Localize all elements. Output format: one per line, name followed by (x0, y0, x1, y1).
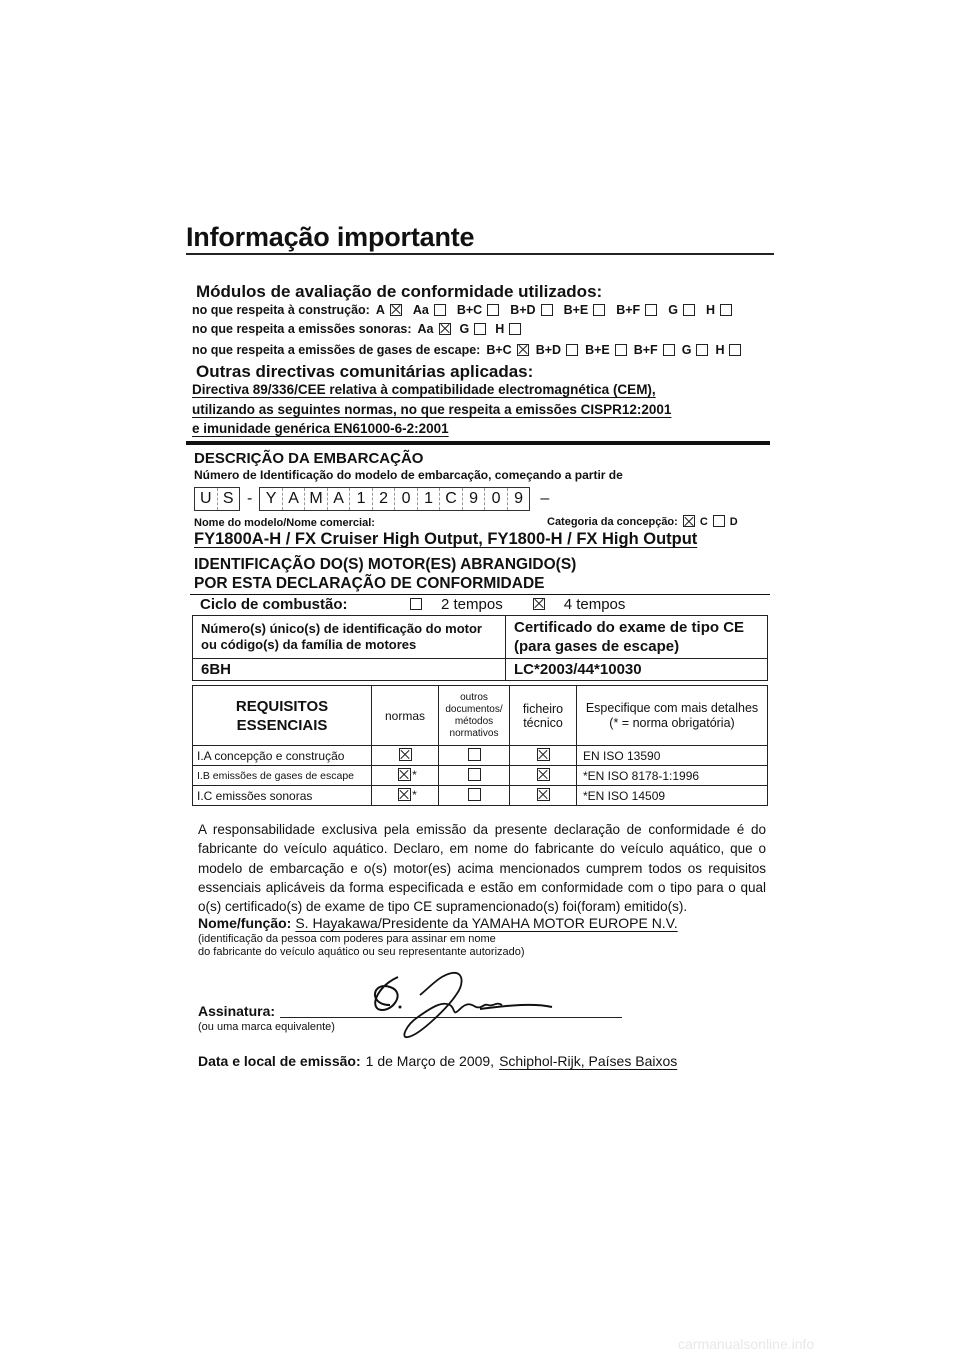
place-value: Schiphol-Rijk, Países Baixos (499, 1053, 678, 1069)
exhaust-checkbox[interactable] (517, 344, 529, 356)
mandatory-star: * (412, 767, 417, 782)
exhaust-option-label: G (681, 343, 692, 357)
requirement-label: I.B emissões de gases de escape (193, 766, 372, 786)
signature-label: Assinatura: (198, 1003, 276, 1019)
construction-options (370, 303, 737, 318)
req-header-other: outros documentos/ métodos normativos (439, 686, 510, 746)
code-char: 0 (485, 488, 508, 510)
norms-cell (372, 786, 439, 806)
exhaust-row (192, 343, 746, 358)
other-docs-cell (439, 786, 510, 806)
section-divider (186, 441, 770, 445)
name-note-2: do fabricante do veículo aquático ou seu representante autorizado) (198, 946, 525, 958)
construction-option-label: B+F (616, 303, 641, 317)
noise-option-label: Aa (417, 322, 434, 336)
engine-id-value: 6BH (193, 659, 506, 681)
cycle-checkbox[interactable] (410, 598, 422, 610)
exhaust-checkbox[interactable] (615, 344, 627, 356)
req-header-file: ficheiro técnico (510, 686, 577, 746)
exhaust-option-label: B+F (633, 343, 658, 357)
noise-checkbox[interactable] (509, 323, 521, 335)
directive-line-3: e imunidade genérica EN61000-6-2:2001 (192, 421, 449, 436)
requirements-table (192, 685, 768, 806)
engine-col-cert-header: Certificado do exame de tipo CE (para gases de escape) (506, 616, 768, 659)
construction-option-label: Aa (412, 303, 429, 317)
requirement-row (193, 766, 768, 786)
exhaust-option-label: B+C (486, 343, 512, 357)
model-name-label: Nome do modelo/Nome comercial: (194, 517, 375, 529)
norms-cell (372, 746, 439, 766)
exhaust-checkbox[interactable] (663, 344, 675, 356)
requirement-row (193, 786, 768, 806)
category-checkbox[interactable] (713, 515, 725, 527)
category-option-label: D (729, 515, 738, 528)
noise-row (192, 322, 526, 337)
construction-option-label: G (668, 303, 678, 317)
construction-checkbox[interactable] (434, 304, 446, 316)
requirement-spec: EN ISO 13590 (577, 746, 768, 766)
category-label: Categoria da concepção: (547, 516, 678, 528)
technical-file-cell (510, 746, 577, 766)
engine-col-id-header: Número(s) único(s) de identificação do motor ou código(s) da família de motores (193, 616, 506, 659)
cycle-options (410, 596, 625, 613)
modules-heading: Módulos de avaliação de conformidade utilizados: (196, 282, 603, 301)
construction-option-label: H (705, 303, 715, 317)
construction-option-label: B+C (456, 303, 483, 317)
mandatory-star: * (412, 787, 417, 802)
declaration-text: A responsabilidade exclusiva pela emissão da presente declaração de conformidade é do fabricante do veículo aquático. Declaro, em nome do fabricante do veículo aquático, que o modelo de embarcação e o(s) motor(es) acima mencionados cumprem todos os requisitos essenciais aplicáveis da forma especificada e estão em conformidade com o tipo para o qual o(s) certificado(s) de exame de tipo CE supramencionado(s) foi(foram) emitido(s). (198, 822, 766, 915)
code-prefix-box (194, 487, 240, 511)
norms-checkbox[interactable] (398, 768, 411, 781)
construction-label: no que respeita à construção: (192, 303, 370, 318)
requirement-label: I.C emissões sonoras (193, 786, 372, 806)
code-char: 2 (373, 488, 396, 510)
name-role-label: Nome/função: (198, 915, 292, 931)
craft-id-code (194, 487, 549, 511)
other-docs-checkbox[interactable] (468, 748, 481, 761)
exhaust-option-label: B+D (535, 343, 562, 357)
code-end-dash: – (540, 490, 550, 507)
code-body-box (259, 487, 530, 511)
code-char: S (222, 490, 234, 507)
technical-file-checkbox[interactable] (537, 768, 550, 781)
code-char: 1 (350, 488, 373, 510)
engine-table (192, 615, 768, 681)
code-char: 9 (514, 490, 524, 507)
category-option-label: C (699, 515, 708, 528)
code-char: U (195, 488, 218, 510)
cycle-option-label: 2 tempos (441, 596, 503, 613)
engine-rule (190, 594, 770, 595)
engine-cert-value: LC*2003/44*10030 (506, 659, 768, 681)
exhaust-option-label: H (715, 343, 725, 357)
construction-option-label: B+D (510, 303, 536, 317)
requirements-rows (193, 746, 768, 806)
engine-heading-1: IDENTIFICAÇÃO DO(S) MOTOR(ES) ABRANGIDO(S) (194, 556, 577, 573)
exhaust-checkbox[interactable] (566, 344, 578, 356)
exhaust-checkbox[interactable] (729, 344, 741, 356)
signature-image (360, 965, 560, 1040)
construction-option-label: A (375, 303, 385, 317)
craft-id-label: Número de Identificação do modelo de embarcação, começando a partir de (194, 468, 623, 482)
code-char: Y (260, 488, 283, 510)
code-char: 0 (395, 488, 418, 510)
construction-checkbox[interactable] (645, 304, 657, 316)
code-char: 9 (463, 488, 486, 510)
construction-option-label: B+E (563, 303, 589, 317)
name-role-row (198, 915, 678, 931)
name-note-1: (identificação da pessoa com poderes para assinar em nome (198, 933, 496, 945)
requirement-spec: *EN ISO 8178-1:1996 (577, 766, 768, 786)
watermark: carmanualsonline.info (678, 1336, 815, 1352)
date-place-row (198, 1053, 677, 1069)
date-value: 1 de Março de 2009, (365, 1053, 495, 1069)
technical-file-cell (510, 766, 577, 786)
category-options (678, 515, 738, 529)
model-name-value: FY1800A-H / FX Cruiser High Output, FY1800-H / FX High Output (194, 530, 698, 548)
other-docs-cell (439, 746, 510, 766)
other-docs-checkbox[interactable] (468, 768, 481, 781)
code-char: 1 (418, 488, 441, 510)
date-place-label: Data e local de emissão: (198, 1053, 361, 1069)
exhaust-options (480, 343, 746, 358)
other-directives-heading: Outras directivas comunitárias aplicadas: (196, 362, 534, 381)
code-char: A (283, 488, 306, 510)
construction-checkbox[interactable] (390, 304, 402, 316)
noise-option-label: G (459, 322, 470, 336)
name-role-value: S. Hayakawa/Presidente da YAMAHA MOTOR EUROPE N.V. (295, 915, 678, 931)
exhaust-checkbox[interactable] (696, 344, 708, 356)
req-header-spec: Especifique com mais detalhes (* = norma obrigatória) (577, 686, 768, 746)
construction-checkbox[interactable] (541, 304, 553, 316)
construction-checkbox[interactable] (487, 304, 499, 316)
noise-option-label: H (495, 322, 505, 336)
req-header-essential: REQUISITOS ESSENCIAIS (193, 686, 372, 746)
code-separator: - (247, 490, 253, 507)
requirement-row (193, 746, 768, 766)
exhaust-label: no que respeita a emissões de gases de escape: (192, 343, 481, 358)
construction-checkbox[interactable] (720, 304, 732, 316)
req-header-norms: normas (372, 686, 439, 746)
noise-checkbox[interactable] (439, 323, 451, 335)
noise-options (412, 322, 527, 337)
other-docs-cell (439, 766, 510, 786)
category-row (547, 515, 738, 529)
noise-label: no que respeita a emissões sonoras: (192, 322, 412, 337)
technical-file-checkbox[interactable] (537, 748, 550, 761)
construction-row (192, 303, 737, 318)
category-checkbox[interactable] (683, 515, 695, 527)
cycle-label: Ciclo de combustão: (200, 596, 348, 613)
norms-cell (372, 766, 439, 786)
technical-file-cell (510, 786, 577, 806)
code-char: M (305, 488, 328, 510)
construction-checkbox[interactable] (683, 304, 695, 316)
engine-heading-2: POR ESTA DECLARAÇÃO DE CONFORMIDADE (194, 575, 545, 592)
norms-checkbox[interactable] (398, 788, 411, 801)
noise-checkbox[interactable] (474, 323, 486, 335)
exhaust-option-label: B+E (585, 343, 610, 357)
requirement-label: I.A concepção e construção (193, 746, 372, 766)
page-title: Informação importante (186, 222, 475, 252)
code-char: C (440, 488, 463, 510)
requirement-spec: *EN ISO 14509 (577, 786, 768, 806)
signature-note: (ou uma marca equivalente) (198, 1021, 335, 1033)
cycle-checkbox[interactable] (533, 598, 545, 610)
craft-heading: DESCRIÇÃO DA EMBARCAÇÃO (194, 450, 424, 467)
combustion-cycle-row (200, 596, 768, 613)
norms-checkbox[interactable] (399, 748, 412, 761)
technical-file-checkbox[interactable] (537, 788, 550, 801)
directive-line-2: utilizando as seguintes normas, no que respeita a emissões CISPR12:2001 (192, 402, 672, 417)
code-char: A (328, 488, 351, 510)
title-rule (186, 253, 774, 255)
other-docs-checkbox[interactable] (468, 788, 481, 801)
cycle-option-label: 4 tempos (563, 596, 626, 613)
construction-checkbox[interactable] (593, 304, 605, 316)
directive-line-1: Directiva 89/336/CEE relativa à compatibilidade electromagnética (CEM), (192, 382, 656, 397)
